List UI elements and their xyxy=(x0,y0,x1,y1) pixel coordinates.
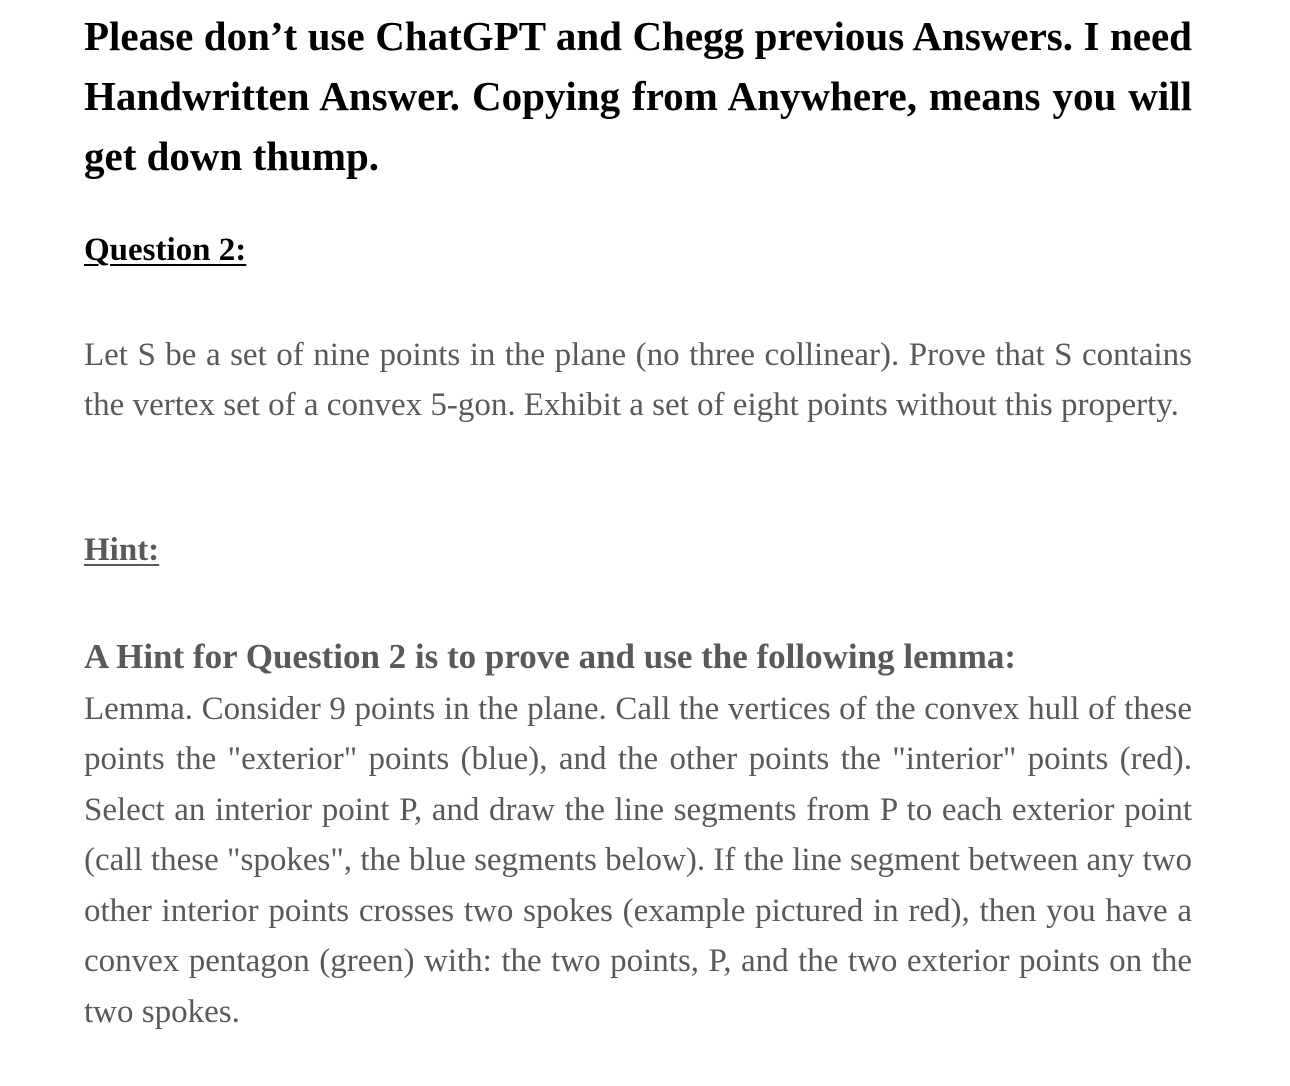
notice-text: Please don’t use ChatGPT and Chegg previous Answers. I need Handwritten Answer. Copying from Anywhere, means you will get down thump. xyxy=(84,13,1192,179)
hint-block xyxy=(84,632,1192,1037)
question-body: Let S be a set of nine points in the plane (no three collinear). Prove that S contains the vertex set of a convex 5-gon. Exhibit a set of eight points without this property. xyxy=(84,337,1192,423)
question-heading: Question 2: xyxy=(84,232,247,268)
document-page xyxy=(84,0,1192,1030)
hint-title: A Hint for Question 2 is to prove and use the following lemma: xyxy=(84,637,1017,676)
hint-heading: Hint: xyxy=(84,532,160,568)
lemma-text: Lemma. Consider 9 points in the plane. Call the vertices of the convex hull of these points the "exterior" points (blue), and the other points the "interior" points (red). Select an interior point P, and draw the line segments from P to each exterior point (call these "spokes", the blue segments below). If the line segment between any two other interior points crosses two spokes (example pictured in red), then you have a convex pentagon (green) with: the two points, P, and the two exterior points on the two spokes. xyxy=(84,690,1192,1030)
